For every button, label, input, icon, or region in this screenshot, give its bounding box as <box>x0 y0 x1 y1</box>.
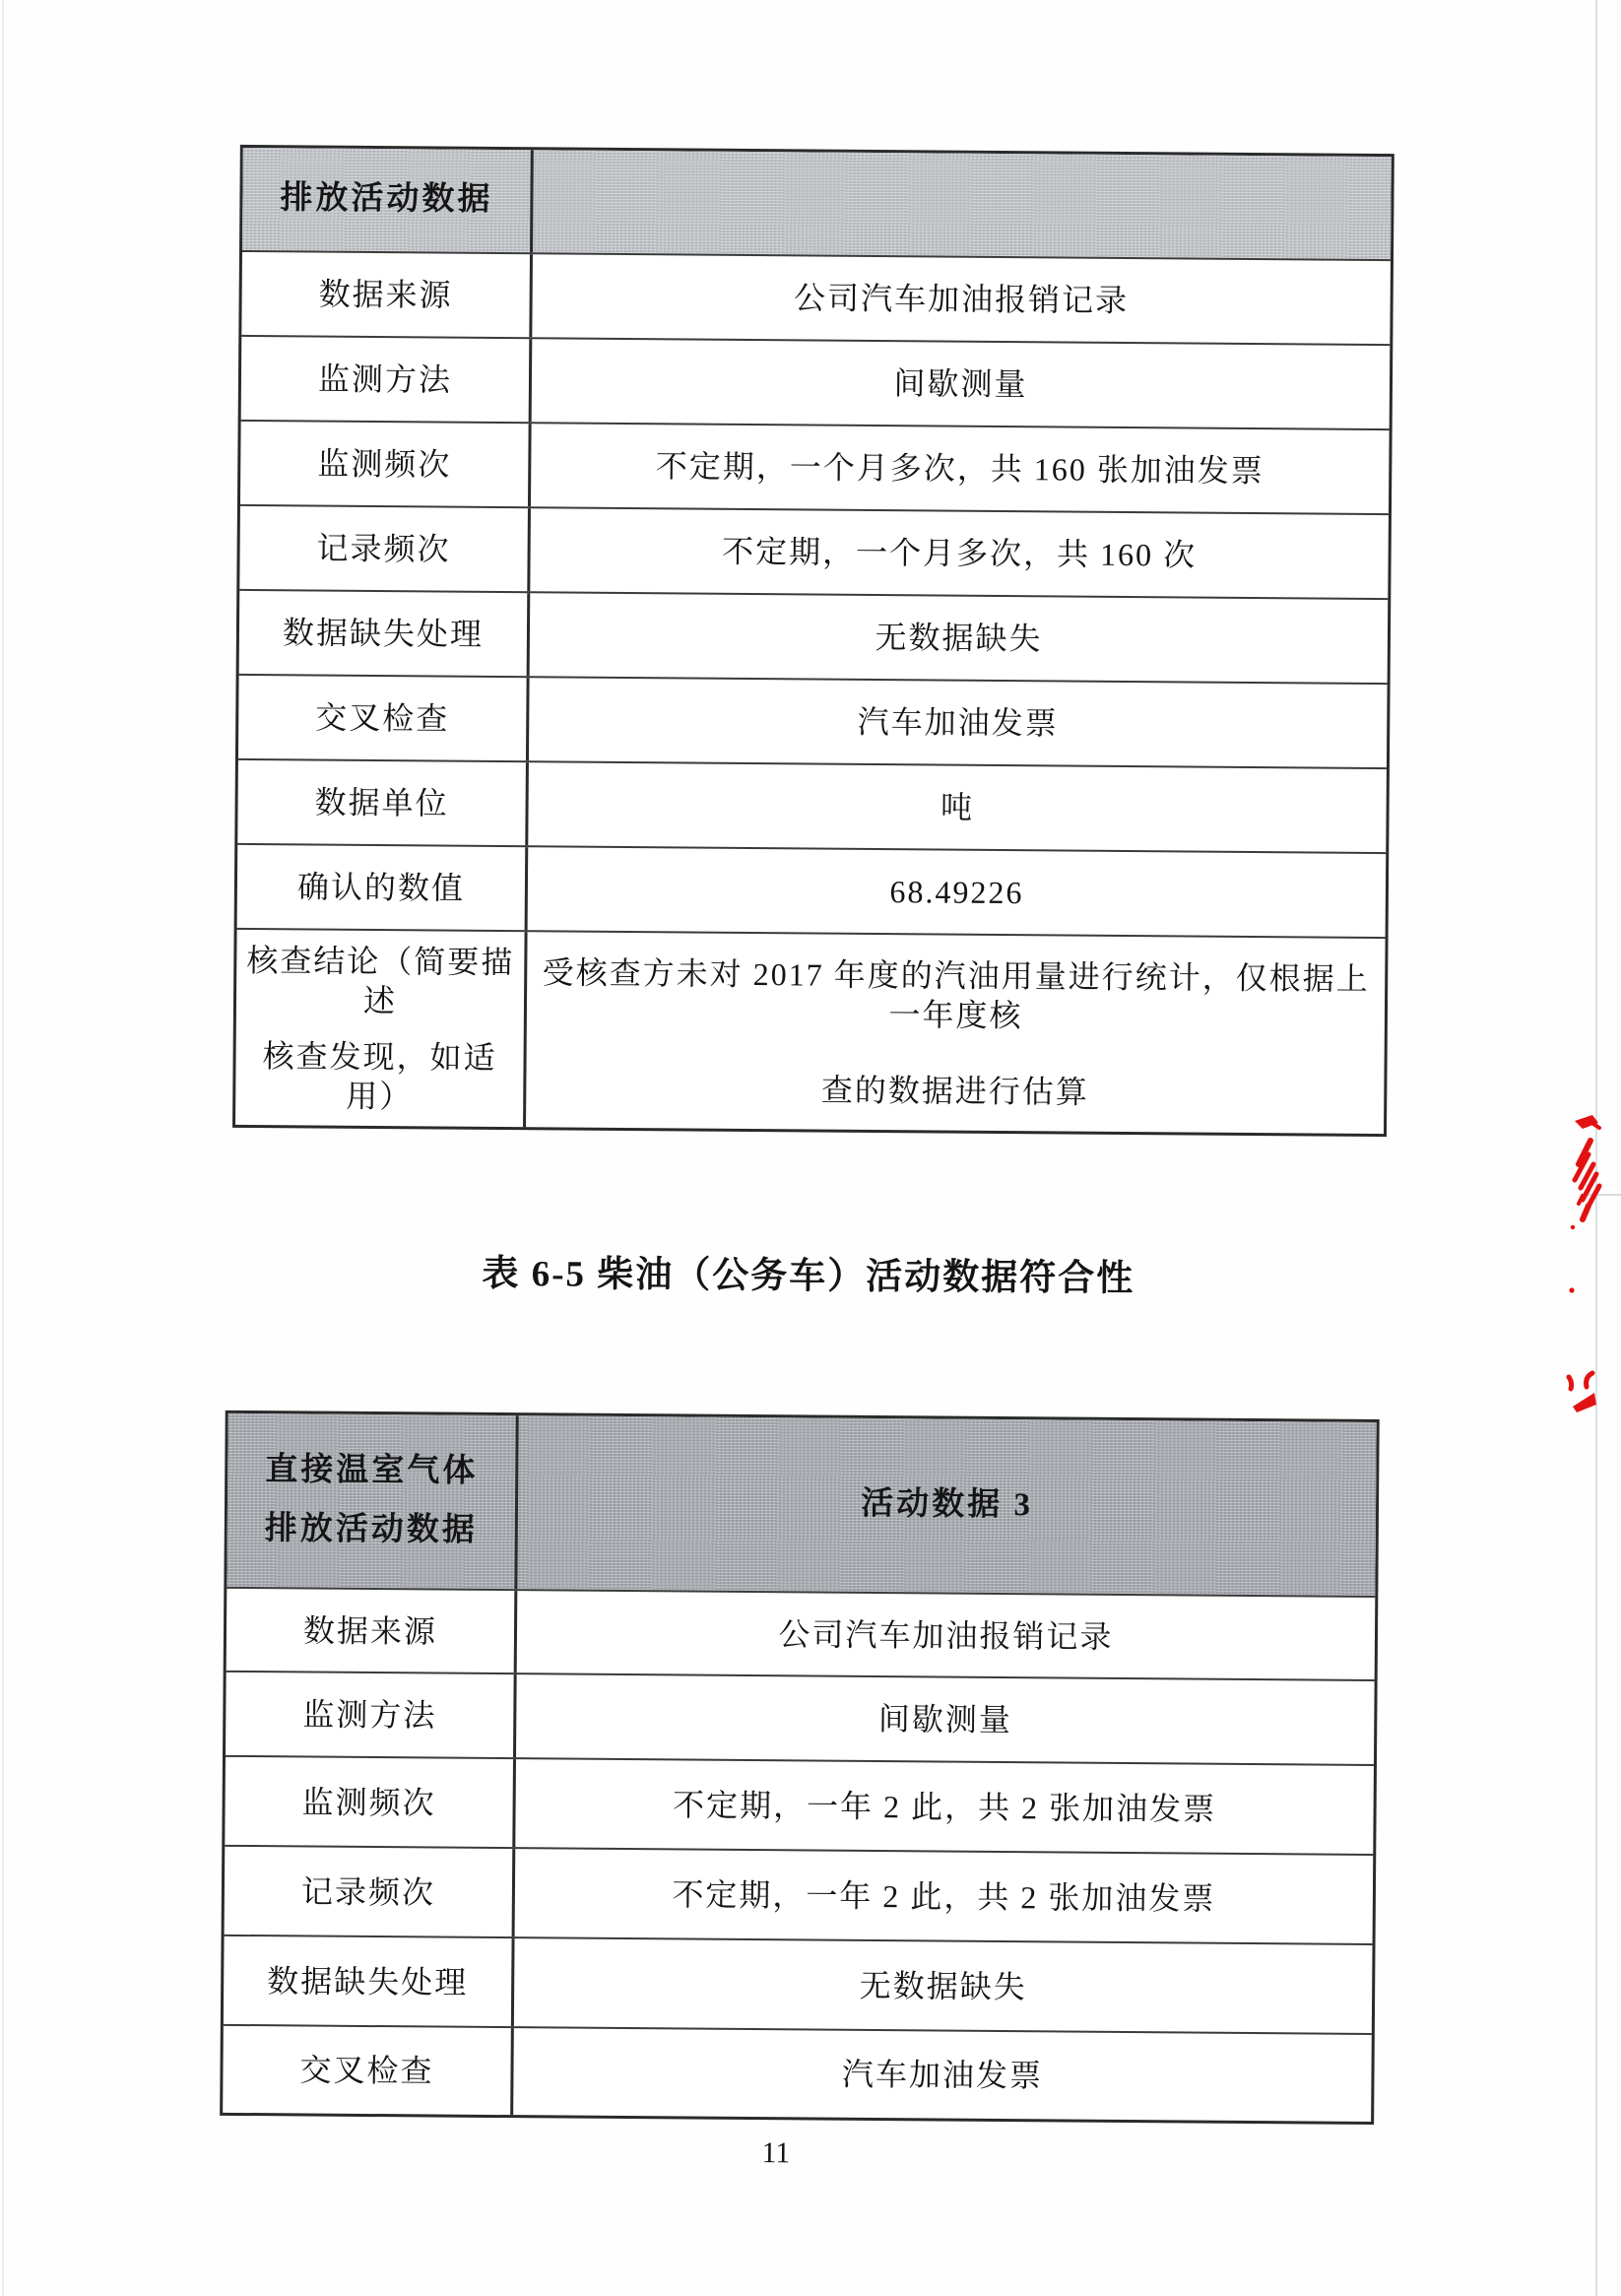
table-row <box>239 589 1389 683</box>
row-value-monitor-frequency: 不定期，一个月多次，共 160 张加油发票 <box>655 448 1264 490</box>
table-direct-ghg-activity-diesel <box>220 1410 1380 2125</box>
table-row <box>235 928 1386 1134</box>
cell-text-line: 受核查方未对 2017 年度的汽油用量进行统计，仅根据上一年度核 <box>542 953 1370 1033</box>
row-label-data-source: 数据来源 <box>241 252 533 337</box>
table-row <box>226 1671 1375 1764</box>
table-row <box>227 1587 1376 1679</box>
table-row <box>225 1845 1374 1943</box>
row-value-cross-check: 汽车加油发票 <box>857 703 1059 742</box>
row-label-missing-data: 数据缺失处理 <box>224 1936 515 2026</box>
row-label-monitor-frequency: 监测频次 <box>240 422 532 506</box>
cell-text-line: 核查发现，如适用） <box>262 1037 497 1114</box>
row-label-confirmed-value: 确认的数值 <box>237 845 529 930</box>
table1-header-value <box>533 150 1392 259</box>
row-value-data-source: 公司汽车加油报销记录 <box>793 280 1130 319</box>
row-value-record-frequency: 不定期，一个月多次，共 160 次 <box>721 533 1198 573</box>
table-row <box>224 1935 1373 2033</box>
table-row <box>239 504 1389 598</box>
row-label-cross-check: 交叉检查 <box>223 2026 514 2115</box>
row-label-record-frequency: 记录频次 <box>239 506 531 591</box>
row-label-monitor-frequency: 监测频次 <box>225 1757 516 1847</box>
row-value-monitor-method: 间歇测量 <box>893 365 1028 403</box>
table-row <box>240 420 1390 513</box>
table-row <box>238 674 1388 767</box>
cell-text-line: 排放活动数据 <box>264 1511 478 1549</box>
table-row <box>237 758 1387 852</box>
row-label-cross-check: 交叉检查 <box>238 676 530 760</box>
row-label-record-frequency: 记录频次 <box>225 1847 516 1936</box>
table-row <box>227 1413 1376 1596</box>
row-label-missing-data: 数据缺失处理 <box>239 591 531 676</box>
scan-edge-line-left <box>2 0 4 2296</box>
row-label-monitor-method: 监测方法 <box>241 337 533 422</box>
row-value-data-unit: 吨 <box>940 789 975 825</box>
table-row <box>225 1755 1374 1854</box>
cell-text-line: 查的数据进行估算 <box>820 1072 1089 1110</box>
row-label-data-source: 数据来源 <box>227 1589 518 1673</box>
row-label-verification-conclusion <box>235 930 528 1127</box>
cell-text-line: 直接温室气体 <box>265 1452 479 1490</box>
row-label-data-unit: 数据单位 <box>237 760 529 845</box>
table-emission-activity-gasoline <box>232 145 1394 1137</box>
red-pen-marks <box>1531 1093 1621 1428</box>
row-value-data-source: 公司汽车加油报销记录 <box>778 1615 1114 1655</box>
row-label-monitor-method: 监测方法 <box>226 1673 517 1757</box>
table-row <box>242 148 1392 259</box>
table-caption: 表 6-5 柴油（公务车）活动数据符合性 <box>482 1253 1135 1300</box>
page-number: 11 <box>761 2136 791 2170</box>
row-value-monitor-method: 间歇测量 <box>877 1701 1012 1738</box>
table-row <box>241 335 1391 428</box>
table-row <box>237 843 1387 937</box>
row-value-record-frequency: 不定期，一年 2 此，共 2 张加油发票 <box>672 1875 1216 1917</box>
row-value-confirmed-value: 68.49226 <box>889 874 1024 911</box>
table2-header-value: 活动数据 3 <box>861 1486 1034 1524</box>
table-row <box>241 250 1391 344</box>
row-value-cross-check: 汽车加油发票 <box>841 2056 1044 2094</box>
row-value-monitor-frequency: 不定期，一年 2 此，共 2 张加油发票 <box>672 1786 1217 1827</box>
table-row <box>223 2024 1372 2122</box>
table2-header-label <box>227 1413 518 1589</box>
cell-text-line: 核查结论（简要描述 <box>246 942 515 1018</box>
table1-header-label: 排放活动数据 <box>242 148 534 252</box>
row-value-verification-conclusion <box>526 932 1386 1134</box>
row-value-missing-data: 无数据缺失 <box>875 619 1043 657</box>
row-value-missing-data: 无数据缺失 <box>859 1967 1027 2004</box>
